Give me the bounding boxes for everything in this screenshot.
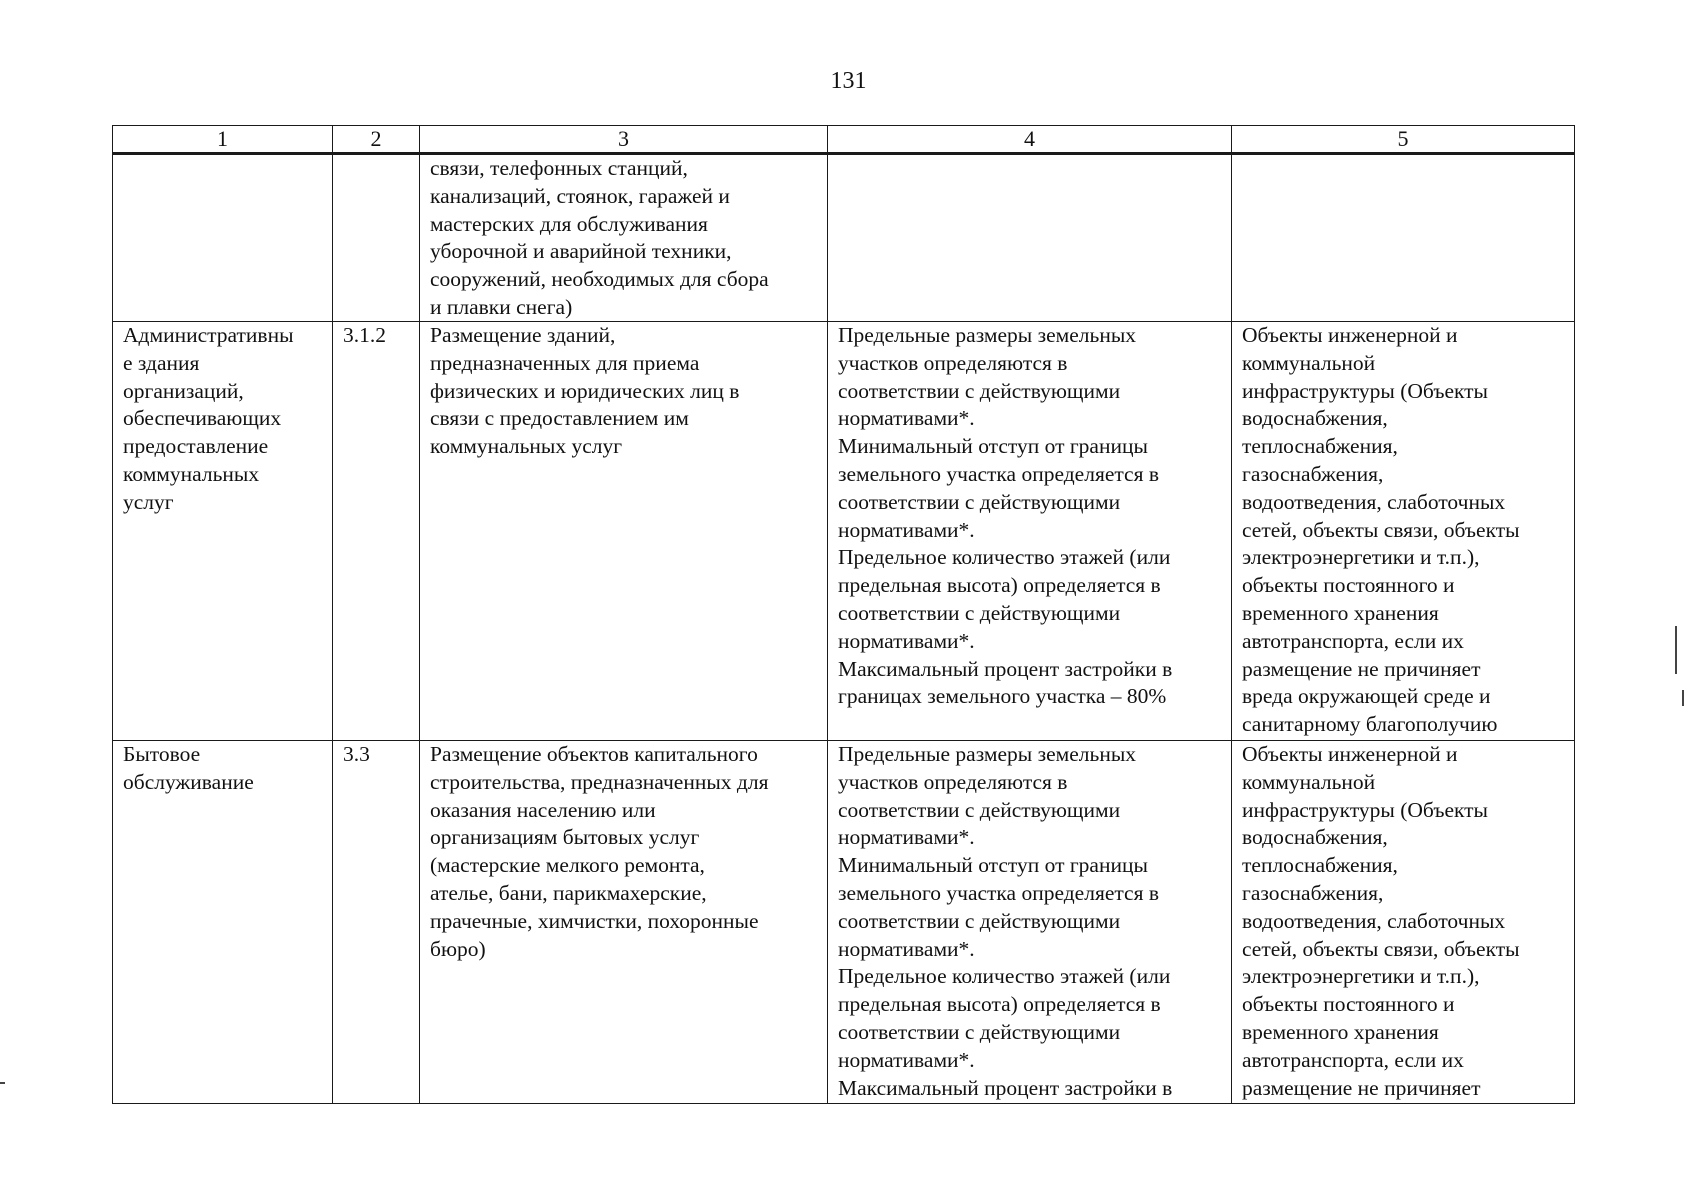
scan-artifact-mark xyxy=(1675,626,1677,674)
cell-text-line: сетей, объекты связи, объекты xyxy=(1242,517,1520,542)
cell-text-line: уборочной и аварийной техники, xyxy=(430,239,732,264)
cell-text-line: соответствии с действующими xyxy=(838,489,1121,514)
cell-text-line: водоснабжения, xyxy=(1242,825,1388,850)
page-number: 131 xyxy=(830,68,867,94)
cell-text-line: объекты постоянного и xyxy=(1242,573,1455,598)
cell-text-line: прачечные, химчистки, похоронные xyxy=(430,908,759,933)
cell-text-line: коммунальной xyxy=(1242,350,1376,375)
cell-text-line: Размещение объектов капитального xyxy=(430,742,758,766)
table-header xyxy=(113,126,1575,154)
header-col-2: 2 xyxy=(333,126,420,154)
cell-text-line: участков определяются в xyxy=(838,350,1068,375)
cell-use-name xyxy=(113,154,333,322)
scan-artifact-mark xyxy=(0,1082,5,1084)
cell-text-line: обслуживание xyxy=(123,769,254,794)
cell-auxiliary-uses xyxy=(1232,741,1575,1104)
cell-text-line: Предельное количество этажей (или xyxy=(838,964,1171,989)
cell-text-line: автотранспорта, если их xyxy=(1242,1047,1464,1072)
cell-text-line: размещение не причиняет xyxy=(1242,1075,1481,1100)
cell-text-line: объекты постоянного и xyxy=(1242,992,1455,1017)
cell-text-line: нормативами*. xyxy=(838,628,975,653)
table-body xyxy=(113,154,1575,1104)
cell-text-line: сетей, объекты связи, объекты xyxy=(1242,936,1520,961)
header-col-3: 3 xyxy=(420,126,828,154)
cell-text-line: электроэнергетики и т.п.), xyxy=(1242,545,1480,570)
cell-text-line: теплоснабжения, xyxy=(1242,853,1398,878)
cell-text-line: соответствии с действующими xyxy=(838,908,1121,933)
cell-text-line: вреда окружающей среде и xyxy=(1242,684,1491,709)
cell-text-line: соответствии с действующими xyxy=(838,378,1121,403)
cell-text-line: нормативами*. xyxy=(838,936,975,961)
cell-text-line: бюро) xyxy=(430,936,486,961)
cell-text-line: нормативами*. xyxy=(838,517,975,542)
cell-text-line: газоснабжения, xyxy=(1242,461,1384,486)
cell-code: 3.1.2 xyxy=(333,322,420,741)
cell-text-line: строительства, предназначенных для xyxy=(430,769,769,794)
table-row xyxy=(113,154,1575,322)
cell-text-line: организациям бытовых услуг xyxy=(430,825,700,850)
cell-text-line: связи с предоставлением им xyxy=(430,406,689,431)
cell-text-line: земельного участка определяется в xyxy=(838,461,1159,486)
scan-artifact-mark xyxy=(1682,690,1684,706)
cell-text-line: коммунальных xyxy=(123,461,260,486)
cell-text-line: инфраструктуры (Объекты xyxy=(1242,797,1489,822)
cell-text-line: и плавки снега) xyxy=(430,294,573,319)
cell-text-line: (мастерские мелкого ремонта, xyxy=(430,853,705,878)
cell-text-line: земельного участка определяется в xyxy=(838,880,1159,905)
cell-text-line: е здания xyxy=(123,350,200,375)
header-col-5: 5 xyxy=(1232,126,1575,154)
cell-description xyxy=(420,741,828,1104)
table-row xyxy=(113,741,1575,1104)
cell-text-line: ателье, бани, парикмахерские, xyxy=(430,880,707,905)
cell-code xyxy=(333,154,420,322)
cell-text-line: водоотведения, слаботочных xyxy=(1242,908,1506,933)
cell-text-line: соответствии с действующими xyxy=(838,1019,1121,1044)
cell-text-line: электроэнергетики и т.п.), xyxy=(1242,964,1480,989)
cell-text-line: теплоснабжения, xyxy=(1242,434,1398,459)
cell-text-line: газоснабжения, xyxy=(1242,880,1384,905)
cell-text-line: Предельное количество этажей (или xyxy=(838,545,1171,570)
cell-text-line: инфраструктуры (Объекты xyxy=(1242,378,1489,403)
cell-text-line: границах земельного участка – 80% xyxy=(838,684,1167,709)
cell-text-line: Минимальный отступ от границы xyxy=(838,853,1148,878)
cell-text-line: временного хранения xyxy=(1242,1019,1439,1044)
cell-text-line: Минимальный отступ от границы xyxy=(838,434,1148,459)
header-col-4: 4 xyxy=(828,126,1232,154)
cell-text-line: физических и юридических лиц в xyxy=(430,378,740,403)
cell-text-line: Максимальный процент застройки в xyxy=(838,1075,1173,1100)
cell-text-line: Предельные размеры земельных xyxy=(838,742,1137,766)
cell-text-line: Объекты инженерной и xyxy=(1242,742,1458,766)
cell-text-line: коммунальных услуг xyxy=(430,434,623,459)
cell-text-line: временного хранения xyxy=(1242,600,1439,625)
cell-auxiliary-uses xyxy=(1232,322,1575,741)
cell-text-line: канализаций, стоянок, гаражей и xyxy=(430,183,730,208)
cell-text-line: коммунальной xyxy=(1242,769,1376,794)
cell-text-line: предоставление xyxy=(123,434,269,459)
cell-text-line: Административны xyxy=(123,323,294,347)
cell-auxiliary-uses xyxy=(1232,154,1575,322)
cell-text-line: Бытовое xyxy=(123,742,201,766)
cell-text-line: соответствии с действующими xyxy=(838,797,1121,822)
cell-text-line: Объекты инженерной и xyxy=(1242,323,1458,347)
cell-text-line: оказания населению или xyxy=(430,797,656,822)
cell-text-line: услуг xyxy=(123,489,174,514)
cell-use-name xyxy=(113,322,333,741)
cell-text-line: организаций, xyxy=(123,378,244,403)
cell-code: 3.3 xyxy=(333,741,420,1104)
cell-text-line: связи, телефонных станций, xyxy=(430,156,688,180)
cell-description xyxy=(420,322,828,741)
zoning-table xyxy=(112,125,1575,1104)
cell-text-line: нормативами*. xyxy=(838,825,975,850)
cell-text-line: Размещение зданий, xyxy=(430,323,616,347)
cell-text-line: предназначенных для приема xyxy=(430,350,700,375)
cell-description xyxy=(420,154,828,322)
cell-text-line: водоотведения, слаботочных xyxy=(1242,489,1506,514)
cell-text-line: обеспечивающих xyxy=(123,406,282,431)
cell-text-line: нормативами*. xyxy=(838,1047,975,1072)
cell-text-line: участков определяются в xyxy=(838,769,1068,794)
cell-text-line: Предельные размеры земельных xyxy=(838,323,1137,347)
cell-text-line: автотранспорта, если их xyxy=(1242,628,1464,653)
cell-parameters xyxy=(828,154,1232,322)
cell-text-line: водоснабжения, xyxy=(1242,406,1388,431)
cell-text-line: Максимальный процент застройки в xyxy=(838,656,1173,681)
cell-text-line: размещение не причиняет xyxy=(1242,656,1481,681)
cell-text-line: нормативами*. xyxy=(838,406,975,431)
cell-text-line: предельная высота) определяется в xyxy=(838,992,1161,1017)
header-row xyxy=(113,126,1575,154)
cell-text-line: соответствии с действующими xyxy=(838,600,1121,625)
cell-text-line: предельная высота) определяется в xyxy=(838,573,1161,598)
cell-text-line: мастерских для обслуживания xyxy=(430,211,708,236)
cell-parameters xyxy=(828,322,1232,741)
header-col-1: 1 xyxy=(113,126,333,154)
cell-parameters xyxy=(828,741,1232,1104)
cell-text-line: сооружений, необходимых для сбора xyxy=(430,267,769,292)
table-row xyxy=(113,322,1575,741)
cell-text-line: санитарному благополучию xyxy=(1242,712,1498,737)
cell-use-name xyxy=(113,741,333,1104)
